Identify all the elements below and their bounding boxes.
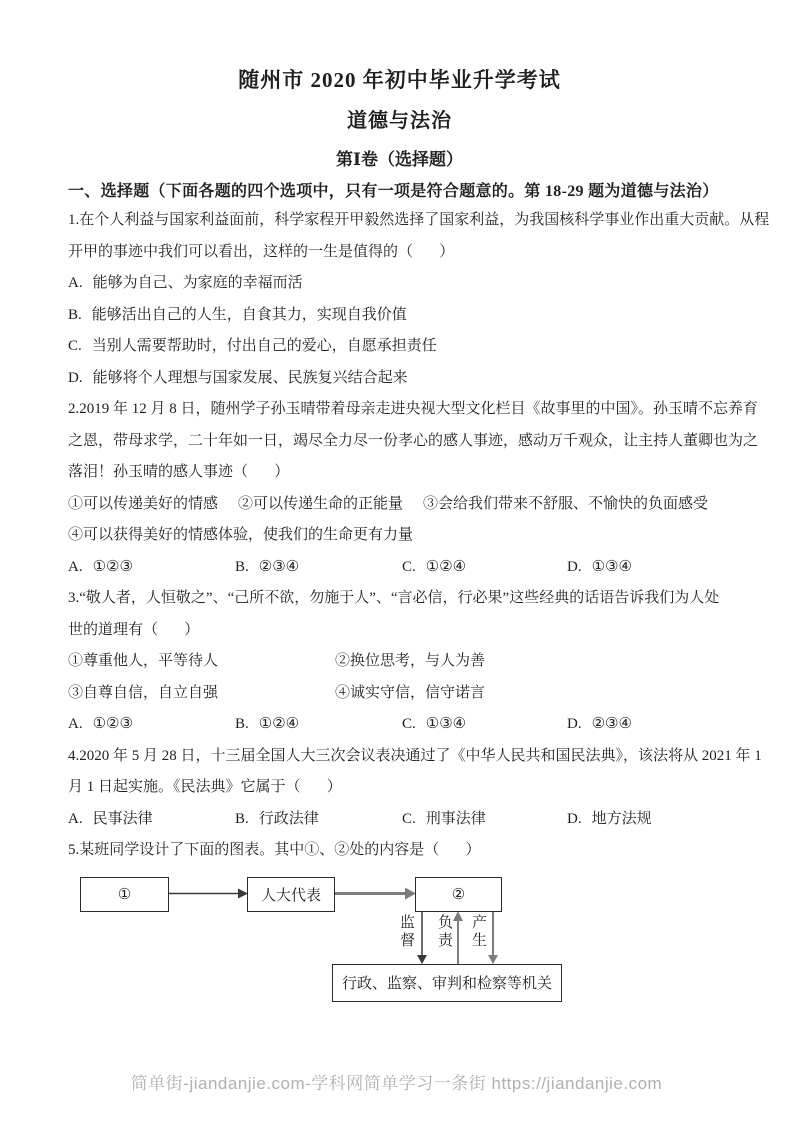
choice-label: A. xyxy=(68,716,83,732)
question-4 xyxy=(68,741,762,836)
question-3-stem-line-2: 世的道理有（ ） xyxy=(68,621,200,638)
q5-flow-diagram xyxy=(68,872,731,1012)
question-3 xyxy=(68,583,731,741)
question-2-items-row-1 xyxy=(68,489,731,521)
question-5-stem-line-1: 5.某班同学设计了下面的图表。其中①、②处的内容是（ ） xyxy=(68,842,481,858)
choice-text: ②③④ xyxy=(591,716,632,732)
question-3-items-row-2 xyxy=(68,678,731,710)
question-3-items-row-1 xyxy=(68,646,731,678)
choice-text: ①②③ xyxy=(92,716,133,732)
questions-body xyxy=(68,205,770,1012)
option-label: A. xyxy=(68,275,83,291)
choice-label: D. xyxy=(567,810,582,827)
question-4-choices xyxy=(68,804,731,836)
arrow-produce-down xyxy=(488,911,498,964)
choice-label: C. xyxy=(402,716,416,732)
choice-label: B. xyxy=(235,558,249,575)
question-1-option-b xyxy=(68,300,731,332)
choice-c xyxy=(402,709,567,741)
item-2: ②可以传递生命的正能量 xyxy=(238,495,404,512)
question-2 xyxy=(68,394,759,583)
option-text: 能够活出自己的人生，自食其力，实现自我价值 xyxy=(91,306,407,323)
choice-text: ①②④ xyxy=(425,558,467,575)
choice-d xyxy=(567,804,731,836)
choice-b xyxy=(235,552,402,584)
item-1: ①尊重他人，平等待人 xyxy=(68,653,219,669)
option-label: D. xyxy=(68,369,83,386)
question-5 xyxy=(68,835,731,1012)
question-2-stem-line-3: 落泪！孙玉晴的感人事迹（ ） xyxy=(68,464,290,480)
choice-label: A. xyxy=(68,810,83,827)
question-2-stem-line-2: 之恩，带母求学，二十年如一日，竭尽全力尽一份孝心的感人事迹，感动万千观众，让主持人董卿也为之 xyxy=(68,432,759,449)
item-3: ③会给我们带来不舒服、不愉快的负面感受 xyxy=(423,495,709,512)
choice-text: 刑事法律 xyxy=(425,810,486,827)
choice-text: 民事法律 xyxy=(92,810,153,827)
option-text: 能够为自己、为家庭的幸福而活 xyxy=(92,275,303,291)
diagram-box-2: ② xyxy=(415,877,502,912)
arrow-label-produce: 产生 xyxy=(470,913,486,950)
section-heading: 一、选择题（下面各题的四个选项中，只有一项是符合题意的。第 18-29 题为道德与法治） xyxy=(68,183,719,200)
subject-title: 道德与法治 xyxy=(347,110,452,132)
page-title: 随州市 2020 年初中毕业升学考试 xyxy=(238,68,561,92)
arrow-label-supervise: 监督 xyxy=(398,913,414,950)
choice-text: ②③④ xyxy=(258,558,300,575)
choice-label: C. xyxy=(402,810,416,827)
choice-text: 行政法律 xyxy=(258,810,319,827)
question-1-option-a xyxy=(68,268,731,300)
choice-label: B. xyxy=(235,810,249,827)
item-1: ①可以传递美好的情感 xyxy=(68,495,219,512)
arrow-box1-to-box2 xyxy=(168,888,248,898)
choice-label: A. xyxy=(68,558,83,575)
choice-text: 地方法规 xyxy=(591,810,652,827)
choice-label: B. xyxy=(235,716,249,732)
question-2-stem-line-1: 2.2019 年 12 月 8 日，随州学子孙玉晴带着母亲走进央视大型文化栏目《故事里的中国》。孙玉晴不忘养育 xyxy=(68,401,759,417)
choice-text: ①③④ xyxy=(425,716,467,732)
choice-c xyxy=(402,552,567,584)
arrow-supervise-down xyxy=(417,911,427,964)
choice-c xyxy=(402,804,567,836)
item-3: ③自尊自信，自立自强 xyxy=(68,684,219,701)
choice-text: ①②④ xyxy=(258,716,300,732)
choice-d xyxy=(567,709,731,741)
item-2: ②换位思考，与人为善 xyxy=(335,653,486,669)
choice-a xyxy=(68,709,235,741)
question-1 xyxy=(68,205,770,394)
choice-label: D. xyxy=(567,716,582,732)
choice-b xyxy=(235,804,402,836)
choice-text: ①②③ xyxy=(92,558,133,575)
choice-a xyxy=(68,804,235,836)
question-1-option-d xyxy=(68,363,731,395)
item-4: ④可以获得美好的情感体验，使我们的生命更有力量 xyxy=(68,527,414,543)
question-1-stem-line-2: 开甲的事迹中我们可以看出，这样的一生是值得的（ ） xyxy=(68,243,455,260)
option-label: B. xyxy=(68,306,82,323)
diagram-box-npc-deputies: 人大代表 xyxy=(247,877,335,912)
diagram-box-state-organs: 行政、监察、审判和检察等机关 xyxy=(332,964,562,1002)
arrow-box2-to-box3 xyxy=(334,887,416,899)
question-4-stem-line-2: 月 1 日起实施。《民法典》它属于（ ） xyxy=(68,779,342,795)
question-1-option-c xyxy=(68,331,731,363)
question-2-choices xyxy=(68,552,731,584)
choice-d xyxy=(567,552,731,584)
choice-text: ①③④ xyxy=(591,558,632,575)
option-text: 能够将个人理想与国家发展、民族复兴结合起来 xyxy=(92,369,408,386)
question-3-stem-line-1: 3.“敬人者，人恒敬之”、“己所不欲，勿施于人”、“言必信，行必果”这些经典的话语告诉我们为人处 xyxy=(68,590,720,606)
watermark-footer: 简单街-jiandanjie.com-学科网简单学习一条街 https://jiandanjie.com xyxy=(130,1074,663,1093)
question-2-items-row-2 xyxy=(68,520,731,552)
choice-label: C. xyxy=(402,558,416,575)
option-text: 当别人需要帮助时，付出自己的爱心，自愿承担责任 xyxy=(91,338,437,354)
arrow-label-responsible: 负责 xyxy=(436,913,452,950)
option-label: C. xyxy=(68,338,82,354)
question-3-choices xyxy=(68,709,731,741)
choice-a xyxy=(68,552,235,584)
item-4: ④诚实守信，信守诺言 xyxy=(335,684,486,701)
choice-label: D. xyxy=(567,558,582,575)
question-1-stem-line-1: 1.在个人利益与国家利益面前，科学家程开甲毅然选择了国家利益，为我国核科学事业作出重大贡献。从程 xyxy=(68,212,770,228)
question-4-stem-line-1: 4.2020 年 5 月 28 日，十三届全国人大三次会议表决通过了《中华人民共和国民法典》，该法将从 2021 年 1 xyxy=(68,747,762,764)
volume-heading: 第Ⅰ卷（选择题） xyxy=(336,150,463,169)
diagram-box-1: ① xyxy=(80,877,169,912)
choice-b xyxy=(235,709,402,741)
